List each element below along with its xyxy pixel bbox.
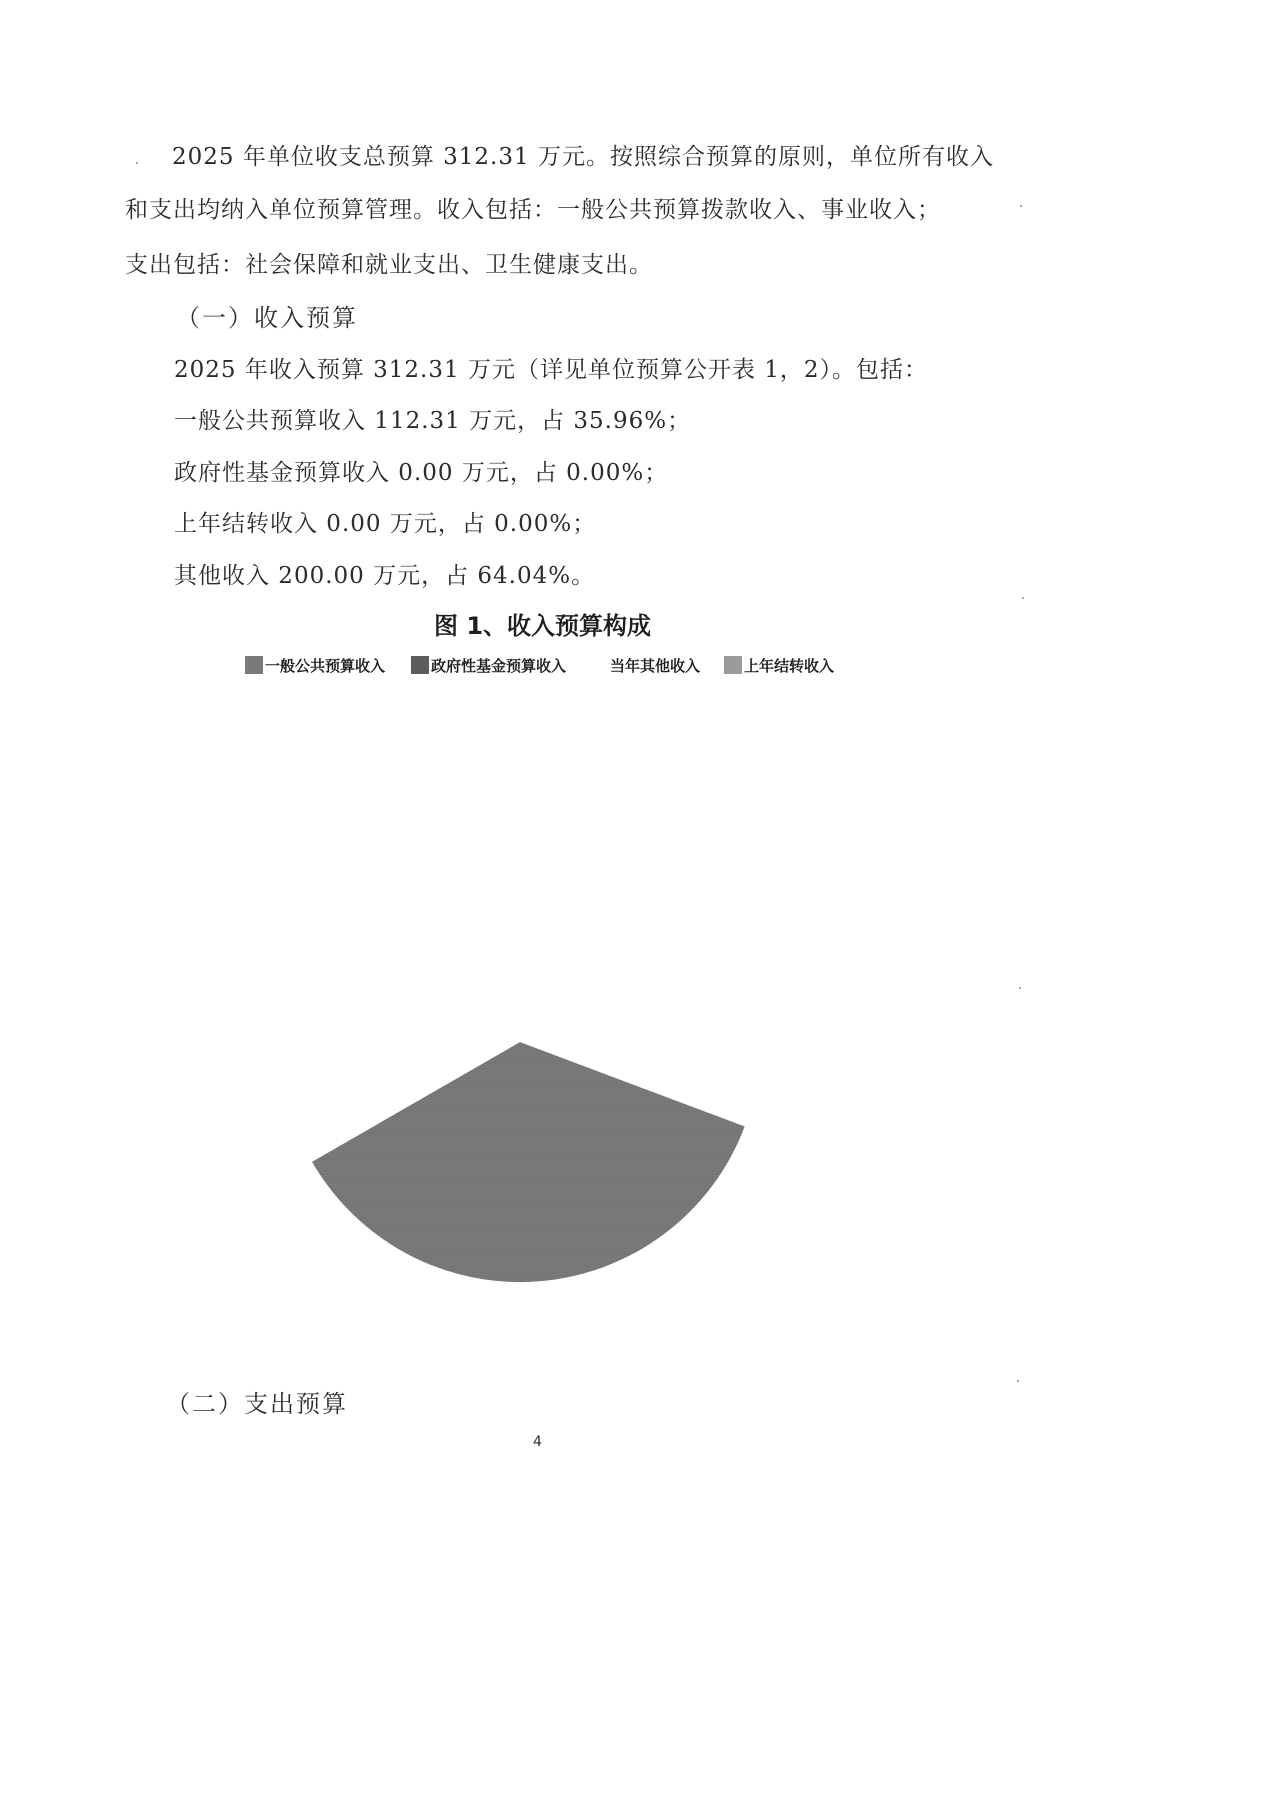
scan-speck xyxy=(136,162,138,164)
intro-paragraph-line-3: 支出包括：社会保障和就业支出、卫生健康支出。 xyxy=(125,252,653,278)
expense-budget-heading: （二）支出预算 xyxy=(166,1390,348,1418)
income-item-general: 一般公共预算收入 112.31 万元，占 35.96%； xyxy=(174,408,692,434)
legend-label-other: 当年其他收入 xyxy=(610,656,701,675)
income-item-fund: 政府性基金预算收入 0.00 万元，占 0.00%； xyxy=(174,460,669,486)
income-total-text: 2025 年收入预算 312.31 万元（详见单位预算公开表 1，2）。包括： xyxy=(174,357,929,383)
legend-label-fund: 政府性基金预算收入 xyxy=(431,656,567,675)
scan-speck xyxy=(1020,205,1022,207)
legend-label-carryover: 上年结转收入 xyxy=(744,656,835,675)
page-number: 4 xyxy=(533,1434,542,1450)
scan-speck xyxy=(1019,987,1021,989)
chart-title: 图 1、收入预算构成 xyxy=(433,612,652,640)
income-item-other: 其他收入 200.00 万元，占 64.04%。 xyxy=(174,563,596,589)
intro-paragraph-line-2: 和支出均纳入单位预算管理。收入包括：一般公共预算拨款收入、事业收入； xyxy=(125,197,941,223)
legend-label-general: 一般公共预算收入 xyxy=(265,656,386,675)
scan-speck xyxy=(1017,1380,1019,1382)
income-budget-heading: （一）收入预算 xyxy=(176,304,358,332)
scan-speck xyxy=(1022,597,1024,599)
intro-paragraph-line-1: 2025 年单位收支总预算 312.31 万元。按照综合预算的原则，单位所有收入 xyxy=(172,144,994,170)
income-item-carryover: 上年结转收入 0.00 万元，占 0.00%； xyxy=(174,511,597,537)
